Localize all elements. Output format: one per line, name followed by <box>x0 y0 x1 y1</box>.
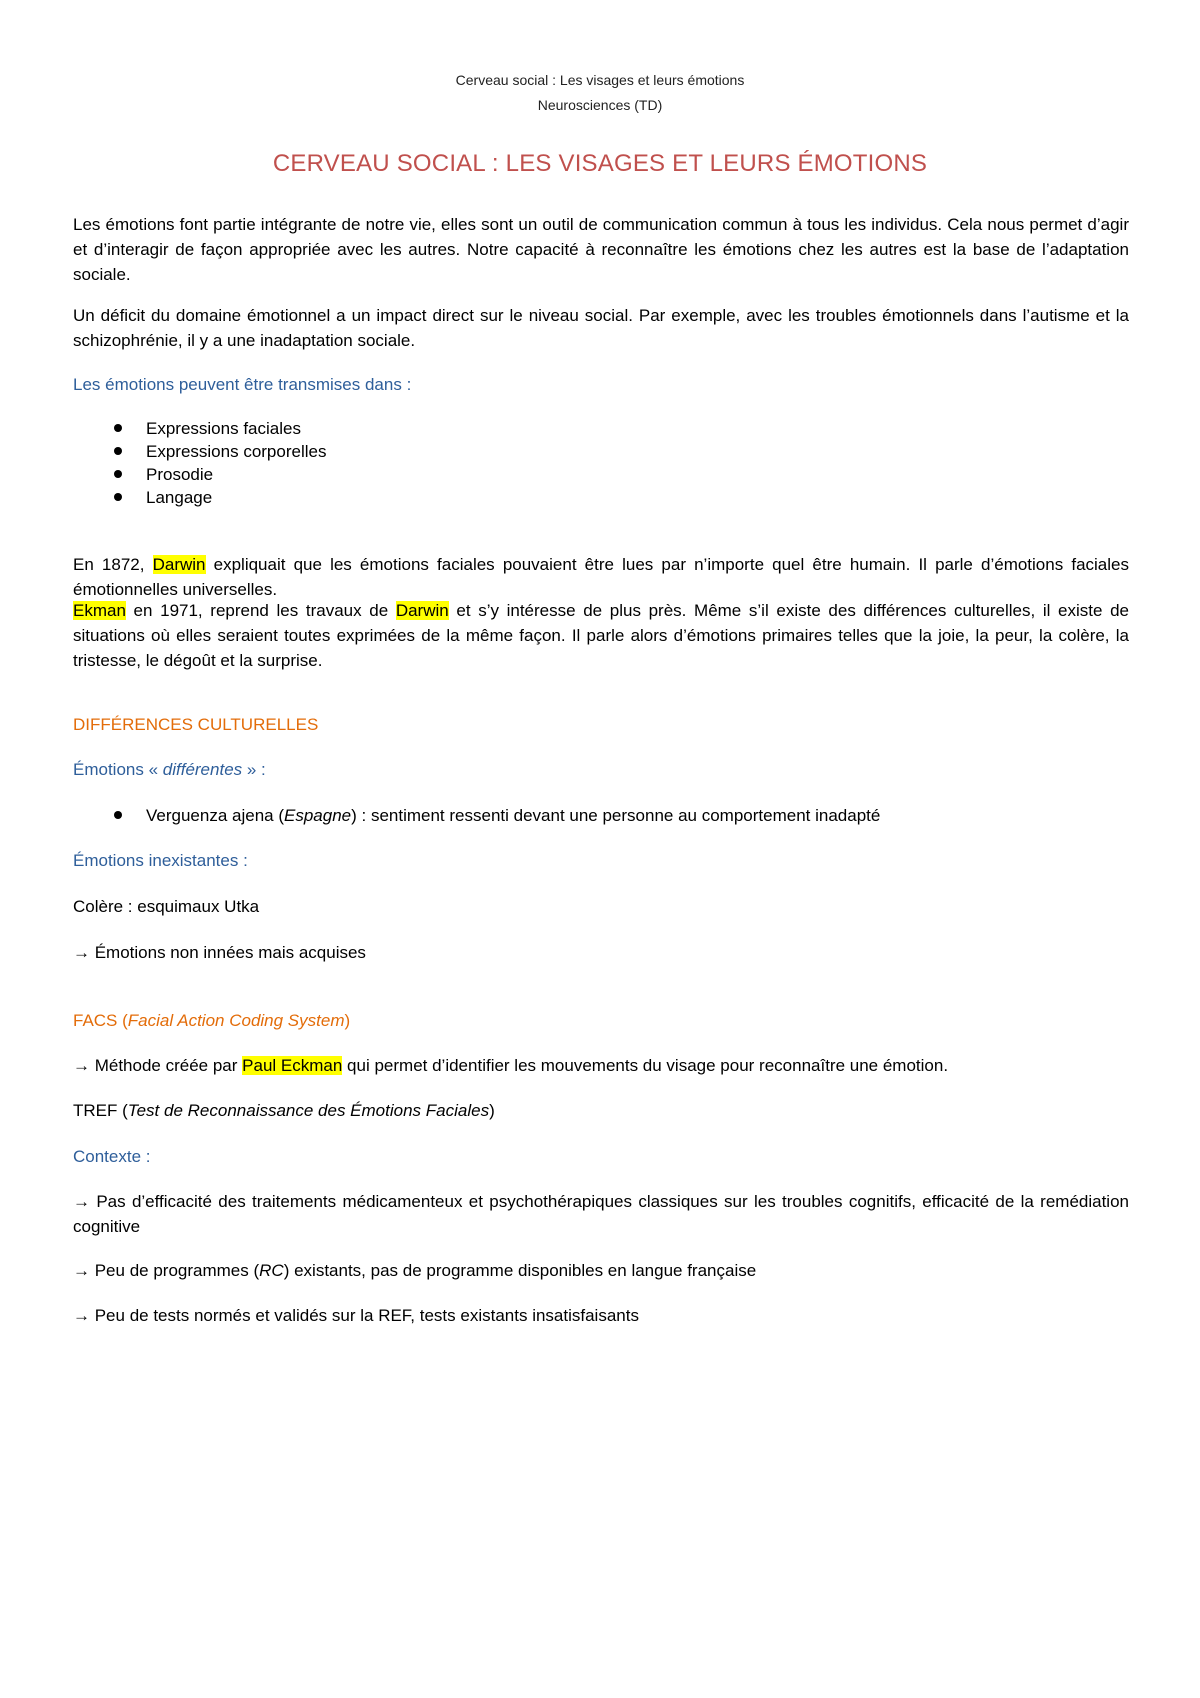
arrow-icon: → <box>73 943 90 962</box>
text-run: FACS <box>73 1011 118 1030</box>
text-run: RC <box>259 1261 284 1280</box>
bullet-icon <box>114 424 122 432</box>
text-run: En 1872, <box>73 555 153 574</box>
cultural-heading: DIFFÉRENCES CULTURELLES <box>73 715 319 734</box>
document-title: CERVEAU SOCIAL : LES VISAGES ET LEURS ÉMOTIONS <box>272 150 928 177</box>
text-run: Émotions non innées mais acquises <box>90 943 366 962</box>
text-run: Test de Reconnaissance des Émotions Faciales <box>127 1101 490 1120</box>
inexistent-emotions-heading: Émotions inexistantes : <box>73 851 248 870</box>
context-heading: Contexte : <box>73 1147 151 1166</box>
text-run: Verguenza ajena ( <box>146 806 284 825</box>
arrow-icon: → <box>73 1056 90 1075</box>
text-run: ) <box>344 1011 351 1030</box>
conclusion-line <box>73 940 1129 965</box>
context-line-3 <box>73 1303 1129 1328</box>
text-run: Espagne <box>284 806 352 825</box>
text-run: Émotions « <box>73 760 163 779</box>
facs-method-line <box>73 1053 1129 1078</box>
history-paragraph-1 <box>73 552 1129 602</box>
text-run: en 1971, reprend les travaux de <box>125 601 396 620</box>
bullet-icon <box>114 493 122 501</box>
header-line-2: Neurosciences (TD) <box>537 97 663 113</box>
highlight-darwin: Darwin <box>395 601 449 620</box>
arrow-icon: → <box>73 1192 90 1211</box>
text-run: qui permet d’identifier les mouvements du visage pour reconnaître une émotion. <box>342 1056 949 1075</box>
facs-heading <box>73 1008 1129 1033</box>
text-run: Méthode créée par <box>90 1056 243 1075</box>
different-emotions-heading <box>73 757 1129 782</box>
text-run: Peu de programmes ( <box>90 1261 260 1280</box>
list-item: Langage <box>146 488 213 507</box>
colere-line: Colère : esquimaux Utka <box>73 897 260 916</box>
intro-paragraph-2: Un déficit du domaine émotionnel a un impact direct sur le niveau social. Par exemple, avec les troubles émotionnels dans l’autisme et la schizophrénie, il y a une inadaptation sociale. <box>73 306 1129 350</box>
highlight-ekman: Ekman <box>73 601 126 620</box>
text-run: Peu de tests normés et validés sur la REF, tests existants insatisfaisants <box>90 1306 639 1325</box>
text-run: Facial Action Coding System <box>127 1011 345 1030</box>
context-line-2 <box>73 1258 1129 1283</box>
arrow-icon: → <box>73 1261 90 1280</box>
highlight-paul-eckman: Paul Eckman <box>242 1056 343 1075</box>
transmission-heading: Les émotions peuvent être transmises dans : <box>73 375 412 394</box>
text-run: ( <box>117 1011 128 1030</box>
bullet-icon <box>114 470 122 478</box>
text-run: ) <box>489 1101 495 1120</box>
bullet-icon <box>114 811 122 819</box>
text-run: ) : sentiment ressenti devant une personne au comportement inadapté <box>351 806 881 825</box>
text-run: » : <box>242 760 266 779</box>
arrow-icon: → <box>73 1306 90 1325</box>
list-item: Prosodie <box>146 465 214 484</box>
context-line-1 <box>73 1189 1129 1239</box>
highlight-darwin: Darwin <box>152 555 206 574</box>
text-run: Pas d’efficacité des traitements médicamenteux et psychothérapiques classiques sur les troubles cognitifs, efficacité de la remédiation cognitive <box>73 1192 1129 1236</box>
tref-line <box>73 1098 1129 1123</box>
history-paragraph-2 <box>73 598 1129 673</box>
text-run: expliquait que les émotions faciales pouvaient être lues par n’importe quel être humain. Il parle d’émotions faciales émotionnelles universelles. <box>73 555 1129 599</box>
text-run: et s’y intéresse de plus près. Même s’il existe des différences culturelles, il existe de situations où elles seraient toutes exprimées de la même façon. Il parle alors d’émotions primaires telles que la joie, la peur, la colère, la tristesse, le dégoût et la surprise. <box>73 601 1129 670</box>
list-item: Expressions faciales <box>146 419 301 438</box>
list-item: Expressions corporelles <box>146 442 327 461</box>
list-item <box>146 803 880 828</box>
header-line-1: Cerveau social : Les visages et leurs émotions <box>455 72 745 88</box>
intro-paragraph-1: Les émotions font partie intégrante de notre vie, elles sont un outil de communication commun à tous les individus. Cela nous permet d’agir et d’interagir de façon appropriée avec les autres. Notre capacité à reconnaître les émotions chez les autres est la base de l’adaptation sociale. <box>73 215 1129 284</box>
bullet-icon <box>114 447 122 455</box>
text-run: différentes <box>162 760 243 779</box>
text-run: ) existants, pas de programme disponibles en langue française <box>283 1261 757 1280</box>
text-run: TREF ( <box>73 1101 128 1120</box>
